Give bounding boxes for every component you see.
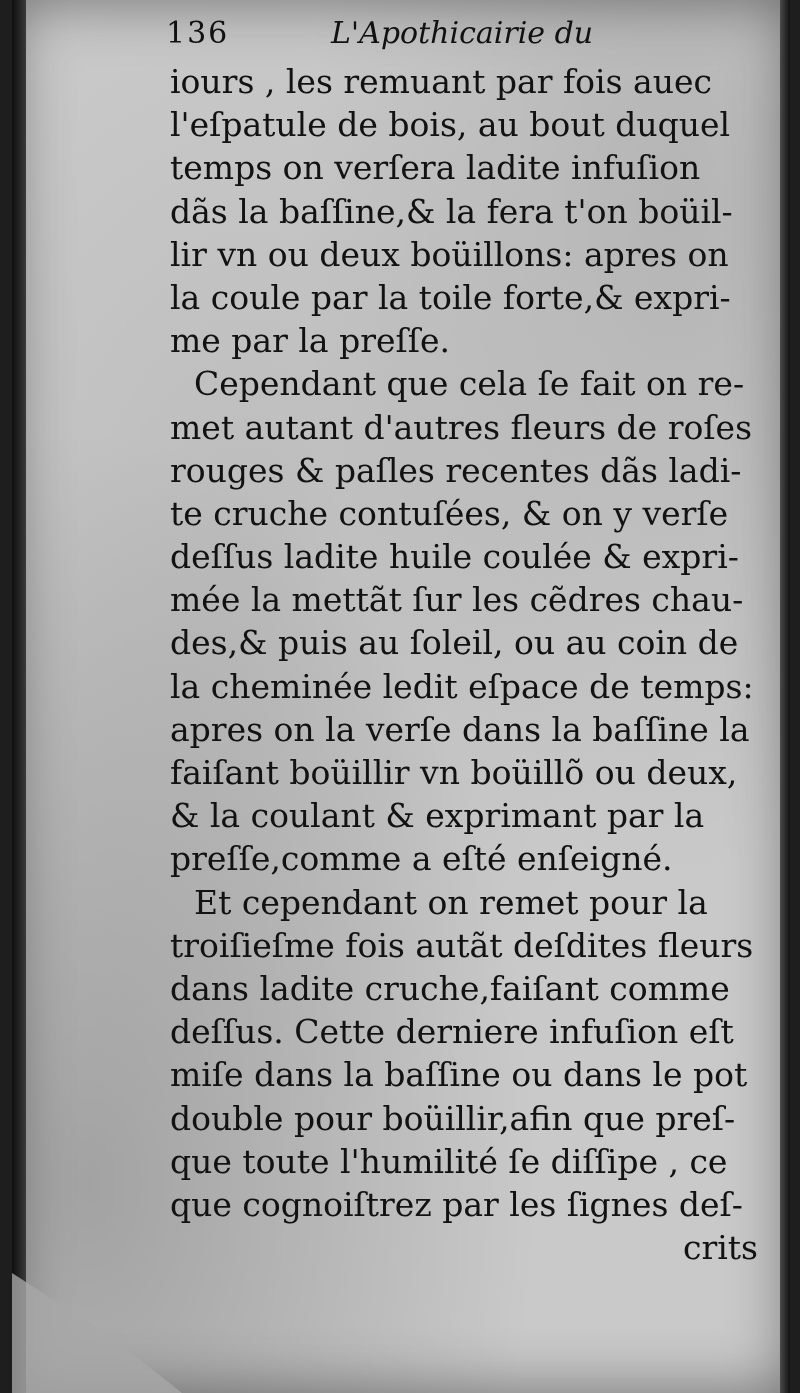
paragraph-start-line: Cependant que cela ſe fait on re- — [194, 364, 745, 404]
text-line: lir vn ou deux boüillons: apres on — [170, 234, 729, 274]
page-left-edge — [12, 0, 26, 1393]
page-number: 136 — [166, 16, 230, 51]
text-line: la coule par la toile forte,& expri- — [170, 277, 731, 317]
page-right-edge — [780, 0, 790, 1393]
text-line: deſſus. Cette derniere infuſion eſt — [170, 1012, 734, 1052]
text-line: apres on la verſe dans la baſſine la — [170, 709, 750, 749]
text-line: temps on verſera ladite infuſion — [170, 148, 701, 188]
text-line: que toute l'humilité ſe diſſipe , ce — [170, 1141, 728, 1181]
text-line: rouges & paſles recentes dãs ladi- — [170, 450, 742, 490]
paragraph-start-line: Et cependant on remet pour la — [194, 882, 708, 922]
text-line: dans ladite cruche,faiſant comme — [170, 968, 730, 1008]
text-line: preſſe,comme a eſté enſeigné. — [170, 839, 673, 879]
text-line: me par la preſſe. — [170, 321, 450, 361]
text-line: dãs la baſſine,& la fera t'on boüil- — [170, 191, 733, 231]
text-line: double pour boüillir,afin que preſ- — [170, 1098, 736, 1138]
text-line: la cheminée ledit eſpace de temps: — [170, 666, 754, 706]
text-line: met autant d'autres fleurs de roſes — [170, 407, 753, 447]
text-line: faiſant boüillir vn boüillõ ou deux, — [170, 753, 738, 792]
worn-corner — [12, 1273, 182, 1393]
text-line: te cruche contuſées, & on y verſe — [170, 493, 729, 533]
text-line: deſſus ladite huile coulée & expri- — [170, 537, 739, 577]
text-line: l'eſpatule de bois, au bout duquel — [170, 105, 731, 145]
text-line: mée la mettãt ſur les cẽdres chau- — [170, 580, 744, 620]
text-line: & la coulant & exprimant par la — [170, 796, 705, 836]
body-text — [170, 60, 770, 1269]
catchword: crits — [682, 1228, 758, 1268]
text-line: miſe dans la baſſine ou dans le pot — [170, 1055, 748, 1095]
text-line: que cognoiſtrez par les ſignes deſ- — [170, 1184, 743, 1224]
text-line: iours , les remuant par fois auec — [170, 62, 712, 101]
text-line: troiſieſme fois autãt deſdites fleurs — [170, 925, 754, 965]
text-line: des,& puis au ſoleil, ou au coin de — [170, 623, 739, 663]
running-head: L'Apothicairie du — [331, 16, 594, 51]
page-header — [166, 16, 626, 60]
